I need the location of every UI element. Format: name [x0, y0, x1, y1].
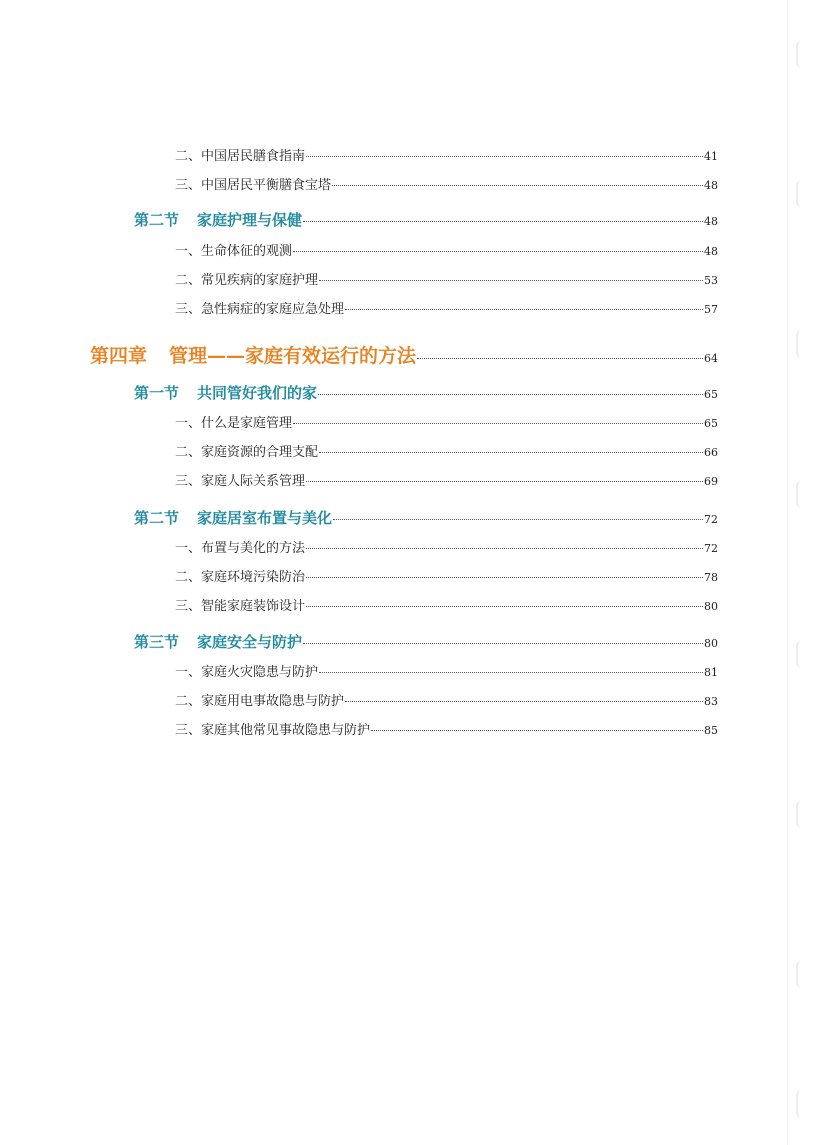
- dot-leader: [293, 423, 703, 424]
- dot-leader: [318, 394, 703, 395]
- toc-page-number: 80: [704, 637, 718, 650]
- toc-page-number: 83: [704, 695, 718, 708]
- decorative-side-strip: [787, 0, 816, 1145]
- toc-section-title: 家庭安全与防护: [197, 633, 303, 651]
- dot-leader: [319, 280, 703, 281]
- toc-page-number: 53: [704, 274, 718, 287]
- toc-item[interactable]: [175, 269, 718, 288]
- decorative-mark: [796, 640, 810, 668]
- dot-leader: [303, 643, 703, 644]
- toc-item-label: 二、家庭环境污染防治: [175, 570, 306, 585]
- dot-leader: [306, 156, 703, 157]
- toc-page-number: 85: [704, 724, 718, 737]
- dot-leader: [417, 358, 703, 359]
- toc-item-label: 一、家庭火灾隐患与防护: [175, 665, 319, 680]
- toc-item-label: 一、什么是家庭管理: [175, 416, 293, 431]
- toc-item-label: 一、生命体征的观测: [175, 244, 293, 259]
- toc-page-number: 72: [704, 513, 718, 526]
- toc-section-title: 共同管好我们的家: [197, 384, 318, 402]
- toc-item-label: 二、家庭用电事故隐患与防护: [175, 694, 345, 709]
- toc-item-label: 二、家庭资源的合理支配: [175, 445, 319, 460]
- toc-item[interactable]: [175, 661, 718, 680]
- toc-section[interactable]: [134, 209, 718, 230]
- toc-item[interactable]: [175, 566, 718, 585]
- toc-section-title: 家庭居室布置与美化: [197, 509, 333, 527]
- dot-leader: [319, 452, 703, 453]
- toc-chapter-title: 管理——家庭有效运行的方法: [169, 345, 417, 367]
- toc-section-number: 第二节: [134, 211, 180, 229]
- toc-item-label: 三、急性病症的家庭应急处理: [175, 302, 345, 317]
- dot-leader: [345, 309, 703, 310]
- dot-leader: [345, 701, 703, 702]
- dot-leader: [333, 519, 703, 520]
- toc-item[interactable]: [175, 595, 718, 614]
- toc-item[interactable]: [175, 690, 718, 709]
- toc-page-number: 48: [704, 179, 718, 192]
- toc-item[interactable]: [175, 145, 718, 164]
- toc-item[interactable]: [175, 412, 718, 431]
- decorative-mark: [796, 1090, 810, 1118]
- toc-item[interactable]: [175, 441, 718, 460]
- dot-leader: [319, 672, 703, 673]
- toc-item-label: 二、中国居民膳食指南: [175, 149, 306, 164]
- toc-item-label: 三、家庭人际关系管理: [175, 474, 306, 489]
- toc-page-number: 66: [704, 446, 718, 459]
- dot-leader: [332, 185, 703, 186]
- toc-page-number: 69: [704, 475, 718, 488]
- toc-chapter-number: 第四章: [90, 345, 148, 367]
- toc-section-number: 第二节: [134, 509, 180, 527]
- dot-leader: [306, 481, 703, 482]
- toc-item[interactable]: [175, 470, 718, 489]
- decorative-mark: [796, 40, 810, 68]
- dot-leader: [371, 730, 703, 731]
- toc-item[interactable]: [175, 240, 718, 259]
- toc-item-label: 一、布置与美化的方法: [175, 541, 306, 556]
- dot-leader: [306, 548, 703, 549]
- toc-page-number: 72: [704, 542, 718, 555]
- decorative-mark: [796, 480, 810, 508]
- toc-page-number: 41: [704, 150, 718, 163]
- toc-section-title: 家庭护理与保健: [197, 211, 303, 229]
- toc-page-number: 48: [704, 215, 718, 228]
- toc-item[interactable]: [175, 719, 718, 738]
- decorative-mark: [796, 800, 810, 828]
- toc-item-label: 二、常见疾病的家庭护理: [175, 273, 319, 288]
- dot-leader: [303, 221, 703, 222]
- toc-page-number: 57: [704, 303, 718, 316]
- toc-section[interactable]: [134, 507, 718, 528]
- toc-item[interactable]: [175, 298, 718, 317]
- decorative-mark: [796, 180, 810, 208]
- dot-leader: [293, 251, 703, 252]
- toc-page-number: 65: [704, 417, 718, 430]
- decorative-mark: [796, 960, 810, 988]
- toc-item-label: 三、家庭其他常见事故隐患与防护: [175, 723, 371, 738]
- toc-page-number: 80: [704, 600, 718, 613]
- toc-page-number: 65: [704, 388, 718, 401]
- dot-leader: [306, 577, 703, 578]
- toc-page-number: 64: [704, 352, 718, 365]
- toc-section-number: 第三节: [134, 633, 180, 651]
- toc-item-label: 三、中国居民平衡膳食宝塔: [175, 178, 332, 193]
- toc-section[interactable]: [134, 382, 718, 403]
- toc-item[interactable]: [175, 174, 718, 193]
- toc-chapter[interactable]: [90, 341, 718, 368]
- toc-section[interactable]: [134, 631, 718, 652]
- dot-leader: [306, 606, 703, 607]
- decorative-mark: [796, 330, 810, 358]
- toc-item[interactable]: [175, 537, 718, 556]
- toc-page-number: 78: [704, 571, 718, 584]
- toc-page-number: 48: [704, 245, 718, 258]
- toc-page-number: 81: [704, 666, 718, 679]
- toc-section-number: 第一节: [134, 384, 180, 402]
- toc-item-label: 三、智能家庭装饰设计: [175, 599, 306, 614]
